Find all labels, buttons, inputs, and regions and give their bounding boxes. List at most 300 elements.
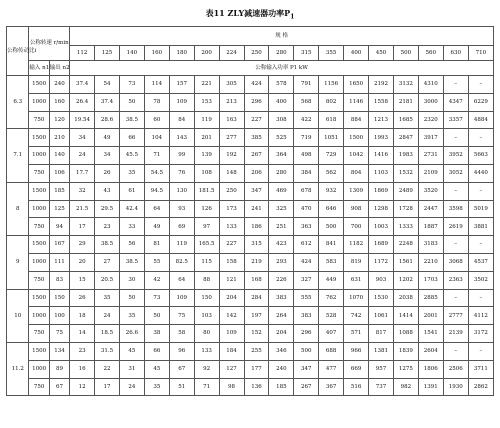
output-speed-cell: 140 (49, 147, 69, 165)
table-row (7, 253, 494, 271)
input-speed-cell: 1000 (29, 307, 49, 325)
table-title (0, 8, 500, 21)
power-cell: 30 (119, 271, 144, 289)
size-header: 630 (443, 46, 468, 61)
input-speed-cell: 750 (29, 218, 49, 236)
power-cell: 186 (244, 218, 269, 236)
power-cell: 163 (219, 111, 244, 129)
power-cell: 49 (144, 218, 169, 236)
power-cell: 516 (344, 378, 369, 396)
size-header: 112 (70, 46, 95, 61)
power-cell: 1541 (418, 325, 443, 343)
power-cell: 1558 (369, 93, 394, 111)
power-cell: 1042 (344, 147, 369, 165)
power-cell: 424 (244, 76, 269, 94)
input-speed-cell: 750 (29, 271, 49, 289)
power-cell: 240 (269, 360, 294, 378)
power-cell: 204 (269, 325, 294, 343)
power-cell: 346 (269, 342, 294, 360)
power-cell: 73 (144, 289, 169, 307)
table-row (7, 342, 494, 360)
power-cell: 1156 (319, 76, 344, 94)
power-cell: 762 (319, 289, 344, 307)
power-cell: 2731 (418, 147, 443, 165)
power-cell: 26 (95, 164, 120, 182)
power-cell: 35 (119, 164, 144, 182)
power-cell: – (443, 76, 468, 94)
power-cell: – (468, 76, 493, 94)
power-cell: 3052 (443, 164, 468, 182)
power-cell: 284 (244, 289, 269, 307)
output-speed-cell: 100 (49, 307, 69, 325)
power-cell: 34 (95, 147, 120, 165)
power-cell: 55 (144, 253, 169, 271)
power-cell: 45.5 (119, 147, 144, 165)
size-header: 160 (144, 46, 169, 61)
table-title-subscript: 1 (290, 13, 295, 21)
power-cell: 19.54 (70, 111, 95, 129)
power-cell: 50 (119, 93, 144, 111)
power-cell: 177 (244, 360, 269, 378)
power-cell: 60 (144, 111, 169, 129)
power-cell: 1500 (344, 129, 369, 147)
power-cell: 498 (294, 147, 319, 165)
power-cell: 327 (294, 271, 319, 289)
power-cell: 204 (219, 289, 244, 307)
output-speed-cell: 240 (49, 76, 69, 94)
power-cell: 119 (169, 236, 194, 254)
power-cell: 241 (244, 200, 269, 218)
power-cell: 185 (269, 378, 294, 396)
power-cell: 1309 (344, 182, 369, 200)
power-cell: 364 (269, 147, 294, 165)
power-cell: 66 (119, 129, 144, 147)
power-cell: 17 (70, 218, 95, 236)
input-speed-cell: 1500 (29, 76, 49, 94)
power-cell: 31 (119, 360, 144, 378)
power-cell: 143 (169, 129, 194, 147)
power-cell: 157 (169, 76, 194, 94)
power-cell: 66 (144, 342, 169, 360)
power-cell: 54.5 (144, 164, 169, 182)
power-cell: 1202 (393, 271, 418, 289)
table-row (7, 325, 494, 343)
power-cell: 121 (219, 271, 244, 289)
power-cell: 64 (169, 271, 194, 289)
table-row (7, 360, 494, 378)
power-cell: 184 (219, 342, 244, 360)
output-speed-cell: 125 (49, 200, 69, 218)
power-cell: 618 (319, 111, 344, 129)
ratio-cell: 9 (7, 236, 29, 289)
table-row (7, 129, 494, 147)
power-cell: 2447 (418, 200, 443, 218)
power-cell: 2619 (443, 218, 468, 236)
power-cell: 385 (244, 129, 269, 147)
power-cell: 3357 (443, 111, 468, 129)
power-cell: – (443, 289, 468, 307)
power-cell: – (468, 129, 493, 147)
power-cell: – (468, 342, 493, 360)
power-cell: 119 (194, 111, 219, 129)
power-cell: 35 (95, 289, 120, 307)
power-cell: 957 (369, 360, 394, 378)
power-cell: 158 (219, 253, 244, 271)
input-speed-cell: 1500 (29, 182, 49, 200)
power-cell: 1728 (393, 200, 418, 218)
power-cell: 277 (219, 129, 244, 147)
input-speed-cell: 1000 (29, 93, 49, 111)
header-output: 输出 n2 (49, 61, 69, 76)
power-cell: 1993 (369, 129, 394, 147)
power-cell: 2777 (443, 307, 468, 325)
power-cell: 197 (244, 307, 269, 325)
power-cell: 93 (169, 200, 194, 218)
power-cell: 130 (169, 182, 194, 200)
power-cell: 1839 (393, 342, 418, 360)
power-cell: 804 (344, 164, 369, 182)
power-cell: 737 (369, 378, 394, 396)
power-cell: 38.5 (119, 111, 144, 129)
size-header: 125 (95, 46, 120, 61)
input-speed-cell: 750 (29, 378, 49, 396)
power-cell: 2885 (418, 289, 443, 307)
power-cell: 1983 (393, 147, 418, 165)
power-cell: 139 (194, 147, 219, 165)
power-cell: – (468, 182, 493, 200)
power-cell: 18 (70, 307, 95, 325)
power-cell: 2862 (468, 378, 493, 396)
power-cell: 84 (169, 111, 194, 129)
power-cell: 28.6 (95, 111, 120, 129)
power-cell: 2038 (393, 289, 418, 307)
power-cell: 14 (70, 325, 95, 343)
power-cell: 33 (119, 218, 144, 236)
power-cell: 305 (219, 76, 244, 94)
power-cell: 17.7 (70, 164, 95, 182)
power-cell: 24 (70, 147, 95, 165)
power-cell: 88 (194, 271, 219, 289)
output-speed-cell: 167 (49, 236, 69, 254)
input-speed-cell: 750 (29, 111, 49, 129)
output-speed-cell: 111 (49, 253, 69, 271)
size-header: 560 (418, 46, 443, 61)
power-cell: 407 (319, 325, 344, 343)
power-cell: 3183 (418, 236, 443, 254)
table-row (7, 378, 494, 396)
input-speed-cell: 1000 (29, 360, 49, 378)
power-cell: 1703 (418, 271, 443, 289)
power-cell: 150 (194, 289, 219, 307)
power-cell: 3502 (468, 271, 493, 289)
power-cell: 201 (194, 129, 219, 147)
power-cell: 82.5 (169, 253, 194, 271)
power-cell: 3068 (443, 253, 468, 271)
power-cell: 26 (70, 289, 95, 307)
power-cell: 5663 (468, 147, 493, 165)
table-row (7, 200, 494, 218)
power-cell: 29 (70, 236, 95, 254)
power-cell: 2210 (418, 253, 443, 271)
table-row (7, 271, 494, 289)
power-cell: 1103 (369, 164, 394, 182)
power-cell: 700 (344, 218, 369, 236)
power-cell: 2489 (393, 182, 418, 200)
power-cell: 293 (269, 253, 294, 271)
power-cell: 221 (194, 76, 219, 94)
power-cell: – (443, 236, 468, 254)
power-cell: 43 (95, 182, 120, 200)
power-cell: 27 (95, 253, 120, 271)
power-cell: 802 (319, 93, 344, 111)
power-cell: 4537 (468, 253, 493, 271)
power-cell: – (443, 129, 468, 147)
input-speed-cell: 1000 (29, 147, 49, 165)
power-cell: 449 (319, 271, 344, 289)
header-row-sizes (7, 46, 494, 61)
power-cell: 469 (269, 182, 294, 200)
power-cell: 24 (95, 307, 120, 325)
power-cell: 2192 (369, 76, 394, 94)
power-cell: 250 (219, 182, 244, 200)
table-row (7, 236, 494, 254)
power-cell: 42.4 (119, 200, 144, 218)
power-cell: 50 (144, 307, 169, 325)
power-cell: 383 (294, 307, 319, 325)
power-cell: 791 (294, 76, 319, 94)
power-cell: 264 (269, 307, 294, 325)
power-cell: 24 (119, 378, 144, 396)
power-cell: 982 (393, 378, 418, 396)
power-cell: 42 (144, 271, 169, 289)
power-cell: 308 (269, 111, 294, 129)
power-cell: 96 (169, 342, 194, 360)
power-cell: 94.5 (144, 182, 169, 200)
power-cell: 315 (244, 236, 269, 254)
power-cell: 2001 (418, 307, 443, 325)
power-cell: 1070 (344, 289, 369, 307)
power-cell: 1391 (418, 378, 443, 396)
power-cell: 296 (244, 93, 269, 111)
power-cell: 3952 (443, 147, 468, 165)
power-cell: 742 (344, 307, 369, 325)
power-cell: 20 (70, 253, 95, 271)
output-speed-cell: 67 (49, 378, 69, 396)
power-cell: 2363 (443, 271, 468, 289)
output-speed-cell: 120 (49, 111, 69, 129)
power-cell: 383 (269, 289, 294, 307)
power-cell: 20.5 (95, 271, 120, 289)
input-speed-cell: 1000 (29, 200, 49, 218)
power-cell: 363 (294, 218, 319, 236)
power-cell: 64 (144, 200, 169, 218)
input-speed-cell: 750 (29, 325, 49, 343)
power-cell: 97 (194, 218, 219, 236)
power-cell: 1650 (344, 76, 369, 94)
power-cell: – (443, 342, 468, 360)
power-cell: 81 (144, 236, 169, 254)
power-cell: 347 (244, 182, 269, 200)
power-cell: 50 (119, 289, 144, 307)
output-speed-cell: 150 (49, 289, 69, 307)
power-cell: 500 (319, 218, 344, 236)
power-table (6, 26, 494, 396)
size-header: 315 (294, 46, 319, 61)
power-cell: 35 (119, 307, 144, 325)
power-cell: 423 (269, 236, 294, 254)
power-cell: 32 (70, 182, 95, 200)
power-cell: 678 (294, 182, 319, 200)
header-spec: 规 格 (70, 27, 494, 46)
power-cell: 568 (294, 93, 319, 111)
output-speed-cell: 160 (49, 93, 69, 111)
output-speed-cell: 134 (49, 342, 69, 360)
header-row-1 (7, 27, 494, 46)
power-cell: 114 (144, 76, 169, 94)
power-cell: 325 (269, 200, 294, 218)
table-row (7, 76, 494, 94)
power-cell: 1146 (344, 93, 369, 111)
power-cell: 2506 (443, 360, 468, 378)
power-cell: 17 (95, 378, 120, 396)
power-cell: 3132 (393, 76, 418, 94)
power-cell: 69 (169, 218, 194, 236)
power-cell: 206 (244, 164, 269, 182)
power-cell: 1416 (369, 147, 394, 165)
size-header: 200 (194, 46, 219, 61)
power-cell: 4440 (468, 164, 493, 182)
power-cell: 3917 (418, 129, 443, 147)
power-cell: 54 (95, 76, 120, 94)
power-cell: 6229 (468, 93, 493, 111)
power-cell: 612 (294, 236, 319, 254)
power-cell: 347 (294, 360, 319, 378)
power-cell: 109 (169, 289, 194, 307)
power-cell: 3172 (468, 325, 493, 343)
power-cell: 76 (169, 164, 194, 182)
power-cell: 669 (344, 360, 369, 378)
power-cell: 34 (70, 129, 95, 147)
power-cell: 142 (219, 307, 244, 325)
power-cell: 255 (244, 342, 269, 360)
power-cell: 58 (169, 325, 194, 343)
power-cell: 49 (95, 129, 120, 147)
power-cell: 45 (144, 360, 169, 378)
table-row (7, 289, 494, 307)
power-cell: 148 (219, 164, 244, 182)
power-cell: 477 (319, 360, 344, 378)
power-cell: 966 (344, 342, 369, 360)
power-cell: 1689 (369, 236, 394, 254)
power-cell: 1333 (393, 218, 418, 236)
power-cell: 29.5 (95, 200, 120, 218)
output-speed-cell: 89 (49, 360, 69, 378)
power-cell: 583 (319, 253, 344, 271)
size-header: 400 (344, 46, 369, 61)
power-cell: 1685 (393, 111, 418, 129)
power-cell: 4310 (418, 76, 443, 94)
input-speed-cell: 1500 (29, 342, 49, 360)
power-cell: 562 (319, 164, 344, 182)
power-cell: 500 (294, 342, 319, 360)
size-header: 355 (319, 46, 344, 61)
power-cell: 219 (244, 253, 269, 271)
output-speed-cell: 83 (49, 271, 69, 289)
table-row (7, 93, 494, 111)
size-header: 140 (119, 46, 144, 61)
power-cell: 1275 (393, 360, 418, 378)
size-header: 450 (369, 46, 394, 61)
power-cell: 18.5 (95, 325, 120, 343)
power-cell: 1182 (344, 236, 369, 254)
input-speed-cell: 1500 (29, 236, 49, 254)
power-cell: 61 (119, 182, 144, 200)
ratio-cell: 11.2 (7, 342, 29, 395)
power-cell: 267 (244, 147, 269, 165)
power-cell: 115 (194, 253, 219, 271)
power-cell: 367 (319, 378, 344, 396)
power-cell: 884 (344, 111, 369, 129)
power-cell: 729 (319, 147, 344, 165)
power-cell: 719 (294, 129, 319, 147)
power-cell: 45 (119, 342, 144, 360)
header-speed: 公称转速 r/min (29, 27, 70, 61)
power-cell: 1088 (393, 325, 418, 343)
power-cell: 133 (219, 218, 244, 236)
power-cell: 78 (144, 93, 169, 111)
power-cell: 3000 (418, 93, 443, 111)
power-cell: 251 (269, 218, 294, 236)
ratio-cell: 7.1 (7, 129, 29, 182)
power-cell: 35 (144, 378, 169, 396)
power-cell: 280 (269, 164, 294, 182)
power-cell: 31.5 (95, 342, 120, 360)
power-cell: 646 (319, 200, 344, 218)
power-cell: 903 (369, 271, 394, 289)
table-title-text: 表11 ZLY减速器功率P (205, 8, 291, 18)
power-cell: 400 (269, 93, 294, 111)
output-speed-cell: 75 (49, 325, 69, 343)
power-cell: 108 (194, 164, 219, 182)
power-cell: 153 (194, 93, 219, 111)
power-cell: 109 (219, 325, 244, 343)
power-cell: 1003 (369, 218, 394, 236)
power-cell: 213 (219, 93, 244, 111)
power-cell: 3711 (468, 360, 493, 378)
power-cell: 631 (344, 271, 369, 289)
power-cell: 67 (169, 360, 194, 378)
power-cell: 1887 (418, 218, 443, 236)
size-header: 180 (169, 46, 194, 61)
power-cell: 841 (319, 236, 344, 254)
power-cell: 2248 (393, 236, 418, 254)
output-speed-cell: 185 (49, 182, 69, 200)
power-cell: 23 (70, 342, 95, 360)
power-cell: 528 (319, 307, 344, 325)
table-row (7, 111, 494, 129)
power-cell: 555 (294, 289, 319, 307)
power-cell: 819 (344, 253, 369, 271)
power-cell: 2109 (418, 164, 443, 182)
power-cell: 98 (219, 378, 244, 396)
power-cell: 92 (194, 360, 219, 378)
power-cell: 80 (194, 325, 219, 343)
power-cell: 126 (194, 200, 219, 218)
output-speed-cell: 106 (49, 164, 69, 182)
table-row (7, 182, 494, 200)
power-cell: 168 (244, 271, 269, 289)
ratio-cell: 6.3 (7, 76, 29, 129)
